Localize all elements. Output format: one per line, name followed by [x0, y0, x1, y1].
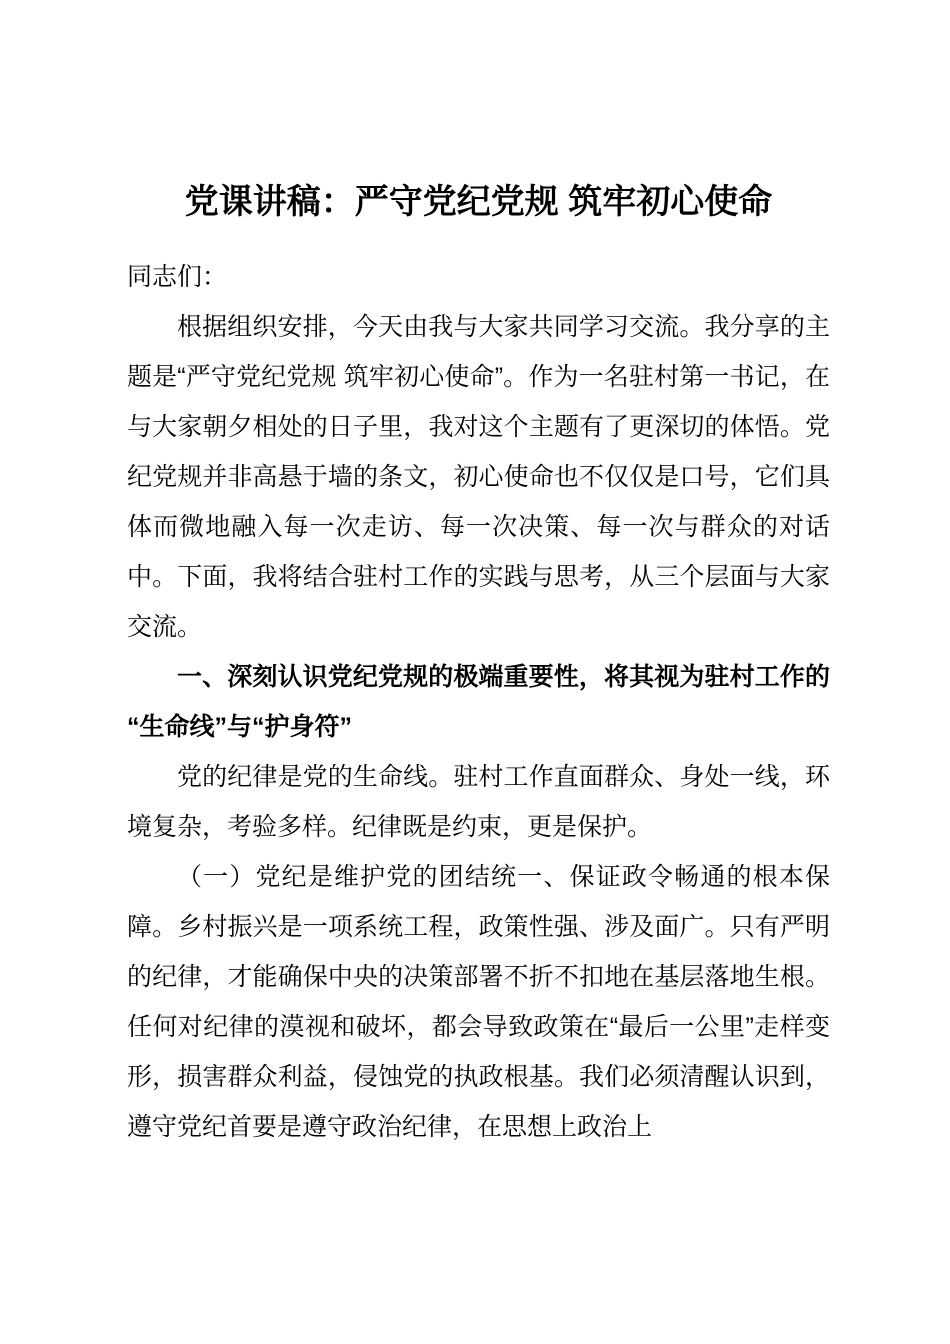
paragraph: （一）党纪是维护党的团结统一、保证政令畅通的根本保障。乡村振兴是一项系统工程，政策性强、涉及面广。只有严明的纪律，才能确保中央的决策部署不折不扣地在基层落地生根。任何对纪律的漠视和破坏，都会导致政策在“最后一公里”走样变形，损害群众利益，侵蚀党的执政根基。我们必须清醒认识到，遵守党纪首要是遵守政治纪律，在思想上政治上	[127, 863, 830, 1141]
paragraph: 根据组织安排，今天由我与大家共同学习交流。我分享的主题是“严守党纪党规 筑牢初心使命”。作为一名驻村第一书记，在与大家朝夕相处的日子里，我对这个主题有了更深切的体悟。党纪党规并非高悬于墙的条文，初心使命也不仅仅是口号，它们具体而微地融入每一次走访、每一次决策、每一次与群众的对话中。下面，我将结合驻村工作的实践与思考，从三个层面与大家交流。	[127, 313, 830, 641]
paragraph: 党的纪律是党的生命线。驻村工作直面群众、身处一线，环境复杂，考验多样。纪律既是约束，更是保护。	[127, 763, 830, 841]
document-title: 党课讲稿：严守党纪党规 筑牢初心使命	[184, 183, 773, 221]
section-heading: 一、深刻认识党纪党规的极端重要性，将其视为驻村工作的“生命线”与“护身符”	[127, 663, 830, 741]
document-body	[127, 252, 830, 1152]
paragraph: 同志们：	[127, 263, 228, 291]
